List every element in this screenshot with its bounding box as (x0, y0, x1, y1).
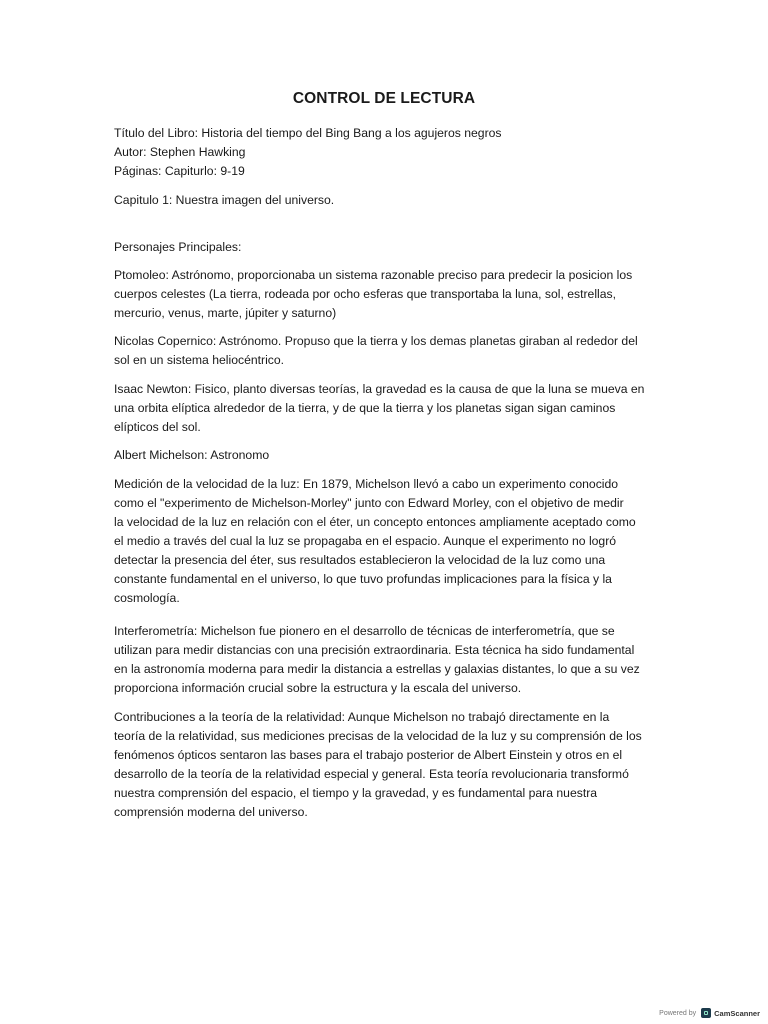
paragraph-line: el medio a través del cual la luz se propagaba en el espacio. Aunque el experimento no logró (114, 534, 617, 548)
michelson-heading-section (114, 446, 648, 465)
paragraph-line: cuerpos celestes (La tierra, rodeada por ocho esferas que transportaba la luna, sol, estrellas, (114, 287, 617, 301)
paragraph-line: constante fundamental en el universo, lo que tuvo profundas implicaciones para la física y la (114, 572, 612, 586)
paragraph-line: en la astronomía moderna para medir la distancia a estrellas y galaxias distantes, lo que a su vez (114, 662, 640, 676)
characters-heading: Personajes Principales: (114, 240, 242, 254)
page-title: CONTROL DE LECTURA (292, 90, 476, 107)
paragraph-line: nuestra comprensión del espacio, el tiempo y la gravedad, y es fundamental para nuestra (114, 786, 598, 800)
camscanner-brand-label: CamScanner (714, 1008, 760, 1018)
paragraph-line: Nicolas Copernico: Astrónomo. Propuso que la tierra y los demas planetas giraban al rededor del (114, 334, 638, 348)
camscanner-logo-icon (701, 1008, 711, 1018)
powered-by-label: Powered by (659, 1009, 697, 1017)
pages-line: Páginas: Capiturlo: 9-19 (114, 164, 245, 178)
chapter-section (114, 191, 648, 210)
paragraph-line: fenómenos ópticos sentaron las bases para el trabajo posterior de Albert Einstein y otros en el (114, 748, 623, 762)
author-line: Autor: Stephen Hawking (114, 145, 246, 159)
camscanner-logo (701, 1008, 760, 1018)
paragraph-line: detectar la presencia del éter, sus resultados establecieron la velocidad de la luz como una (114, 553, 606, 567)
paragraph-line: Contribuciones a la teoría de la relatividad: Aunque Michelson no trabajó directamente en la (114, 710, 610, 724)
paragraph-line: teoría de la relatividad, sus mediciones precisas de la velocidad de la luz y su comprensión de los (114, 729, 642, 743)
book-info (114, 124, 648, 181)
paragraph-line: como el "experimento de Michelson-Morley" junto con Edward Morley, con el objetivo de medir (114, 496, 624, 510)
paragraph-interferometria (114, 622, 648, 698)
paragraph-line: Ptomoleo: Astrónomo, proporcionaba un sistema razonable preciso para predecir la posicion los (114, 268, 633, 282)
paragraph-line: sol en un sistema heliocéntrico. (114, 353, 285, 367)
paragraph-newton (114, 380, 648, 437)
paragraph-relatividad (114, 708, 648, 822)
paragraph-line: comprensión moderna del universo. (114, 805, 308, 819)
paragraph-line: Isaac Newton: Fisico, planto diversas teorías, la gravedad es la causa de que la luna se mueva en (114, 382, 645, 396)
paragraph-line: la velocidad de la luz en relación con el éter, un concepto entonces ampliamente aceptado como (114, 515, 636, 529)
paragraph-line: cosmología. (114, 591, 180, 605)
paragraph-ptolomeo (114, 266, 648, 323)
michelson-line: Albert Michelson: Astronomo (114, 448, 270, 462)
paragraph-line: Medición de la velocidad de la luz: En 1879, Michelson llevó a cabo un experimento conocido (114, 477, 619, 491)
paragraph-line: Interferometría: Michelson fue pionero en el desarrollo de técnicas de interferometría, que se (114, 624, 615, 638)
paragraph-velocidad-luz (114, 475, 648, 608)
paragraph-line: elípticos del sol. (114, 420, 201, 434)
paragraph-copernico (114, 332, 648, 370)
paragraph-line: desarrollo de la teoría de la relatividad especial y general. Esta teoría revolucionaria transformó (114, 767, 629, 781)
paragraph-line: una orbita elíptica alrededor de la tierra, y de que la tierra y los planetas sigan sigan caminos (114, 401, 616, 415)
chapter-line: Capitulo 1: Nuestra imagen del universo. (114, 193, 335, 207)
paragraph-line: utilizan para medir distancias con una precisión extraordinaria. Esta técnica ha sido fundamental (114, 643, 635, 657)
scanner-watermark (659, 1008, 760, 1018)
paragraph-line: proporciona información crucial sobre la estructura y la escala del universo. (114, 681, 522, 695)
characters-section (114, 238, 648, 257)
book-title-line: Título del Libro: Historia del tiempo del Bing Bang a los agujeros negros (114, 126, 502, 140)
paragraph-line: mercurio, venus, marte, júpiter y saturno) (114, 306, 337, 320)
